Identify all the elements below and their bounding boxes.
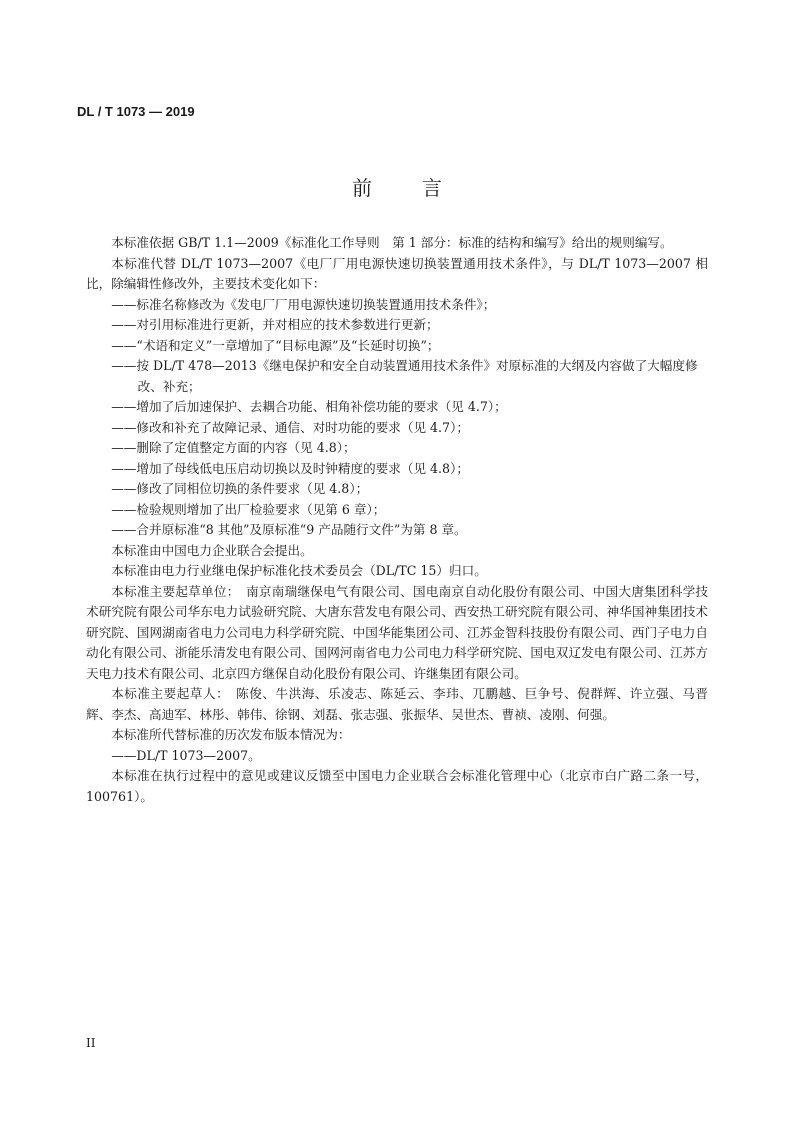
change-item: ——修改和补充了故障记录、通信、对时功能的要求（见 4.7）； [111, 419, 469, 435]
page-title [0, 172, 794, 201]
paragraph-history-intro: 本标准所代替标准的历次发布版本情况为： [111, 727, 351, 742]
paragraph-drafters: 本标准主要起草人： 陈俊、牛洪海、乐凌志、陈延云、李玮、兀鹏越、巨争号、倪群辉、许立强、马晋辉、李杰、高迪军、林彤、韩伟、徐钢、刘磊、张志强、张振华、吴世杰、曹祯、凌刚、何强。 [86, 686, 708, 722]
document-code: DL / T 1073 — 2019 [77, 104, 195, 119]
foreword-body [86, 233, 708, 807]
paragraph-drafting-units: 本标准主要起草单位： 南京南瑞继保电气有限公司、国电南京自动化股份有限公司、中国大唐集团科学技术研究院有限公司华东电力试验研究院、大唐东营发电有限公司、西安热工研究院有限公司、神华国神集团技术研究院、国网湖南省电力公司电力科学研究院、中国华能集团公司、江苏金智科技股份有限公司、西门子电力自动化有限公司、浙能乐清发电有限公司、国网河南省电力公司电力科学研究院、国电双辽发电有限公司、江苏方天电力技术有限公司、北京四方继保自动化股份有限公司、许继集团有限公司。 [86, 583, 708, 681]
change-item: ——对引用标准进行更新，并对相应的技术参数进行更新； [111, 317, 439, 332]
change-item: ——增加了母线低电压启动切换以及时钟精度的要求（见 4.8）； [111, 460, 469, 476]
change-item: ——增加了后加速保护、去耦合功能、相角补偿功能的要求（见 4.7）； [111, 399, 507, 414]
paragraph-proposer: 本标准由中国电力企业联合会提出。 [111, 542, 313, 558]
paragraph-replaces: 本标准代替 DL/T 1073—2007《电厂厂用电源快速切换装置通用技术条件》，与 DL/T 1073—2007 相比，除编辑性修改外，主要技术变化如下： [86, 255, 708, 291]
change-item: ——标准名称修改为《发电厂厂用电源快速切换装置通用技术条件》； [111, 296, 496, 312]
change-item: ——按 DL/T 478—2013《继电保护和安全自动装置通用技术条件》对原标准的大纲及内容做了大幅度修改、补充； [111, 358, 698, 394]
change-item: ——合并原标准“8 其他”及原标准“9 产品随行文件”为第 8 章。 [111, 522, 467, 537]
paragraph-feedback: 本标准在执行过程中的意见或建议反馈至中国电力企业联合会标准化管理中心（北京市白广路二条一号，100761）。 [86, 768, 708, 804]
change-item: ——删除了定值整定方面的内容（见 4.8）； [111, 440, 356, 455]
title-char-2: 言 [422, 176, 442, 200]
paragraph-committee: 本标准由电力行业继电保护标准化技术委员会（DL/TC 15）归口。 [111, 563, 487, 578]
change-item: ——“术语和定义”一章增加了“目标电源”及“长延时切换”； [111, 337, 440, 353]
change-item: ——修改了同相位切换的条件要求（见 4.8）； [111, 481, 369, 496]
change-item: ——检验规则增加了出厂检验要求（见第 6 章）； [111, 501, 386, 517]
title-char-1: 前 [352, 176, 372, 200]
history-item: ——DL/T 1073—2007。 [111, 747, 261, 763]
paragraph-basis: 本标准依据 GB/T 1.1—2009《标准化工作导则 第 1 部分：标准的结构和编写》给出的规则编写。 [111, 235, 673, 250]
page-number: II [86, 1036, 96, 1050]
